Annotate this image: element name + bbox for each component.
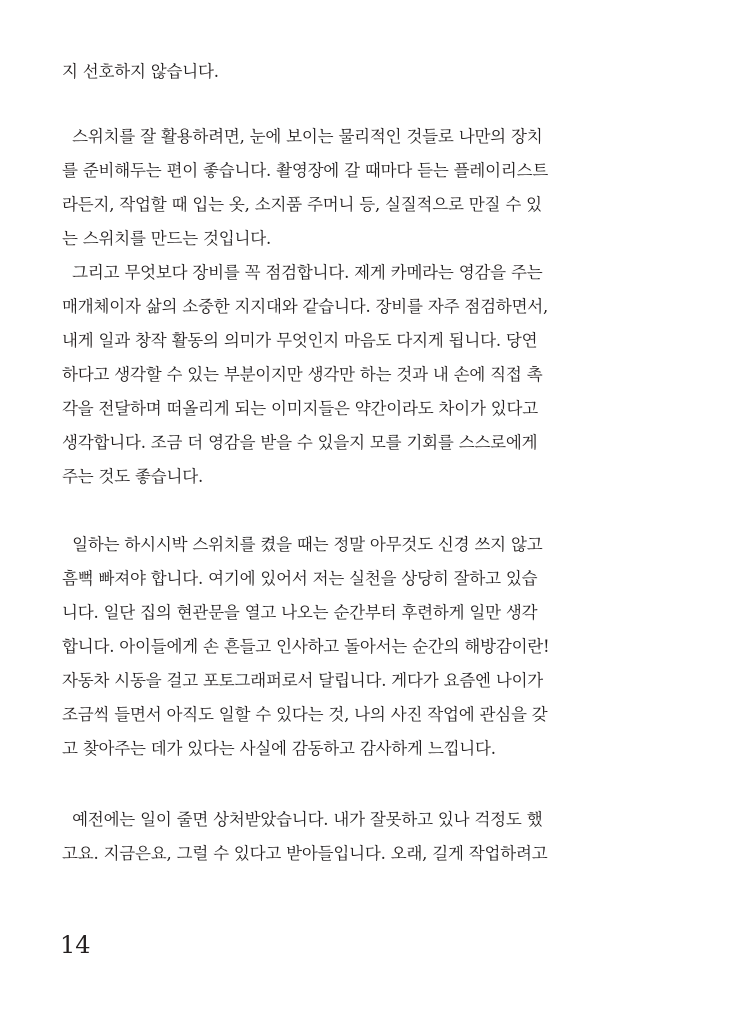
text-line: 조금씩 들면서 아직도 일할 수 있다는 것, 나의 사진 작업에 관심을 갖 <box>62 705 548 724</box>
text-line: 라든지, 작업할 때 입는 옷, 소지품 주머니 등, 실질적으로 만질 수 있 <box>62 195 542 214</box>
text-line: 자동차 시동을 걸고 포토그래퍼로서 달립니다. 게다가 요즘엔 나이가 <box>62 671 544 690</box>
text-line: 예전에는 일이 줄면 상처받았습니다. 내가 잘못하고 있나 걱정도 했 <box>62 810 543 829</box>
paragraph-4 <box>62 803 562 871</box>
text-line: 그리고 무엇보다 장비를 꼭 점검합니다. 제게 카메라는 영감을 주는 <box>62 263 543 282</box>
text-line: 고 찾아주는 데가 있다는 사실에 감동하고 감사하게 느낍니다. <box>62 739 496 758</box>
paragraph-3 <box>62 528 562 766</box>
text-line: 주는 것도 좋습니다. <box>62 467 204 486</box>
text-line: 일하는 하시시박 스위치를 켰을 때는 정말 아무것도 신경 쓰지 않고 <box>62 535 543 554</box>
text-line: 스위치를 잘 활용하려면, 눈에 보이는 물리적인 것들로 나만의 장치 <box>62 127 543 146</box>
text-line: 하다고 생각할 수 있는 부분이지만 생각만 하는 것과 내 손에 직접 촉 <box>62 365 543 384</box>
text-line: 각을 전달하며 떠올리게 되는 이미지들은 약간이라도 차이가 있다고 <box>62 399 539 418</box>
text-line: 는 스위치를 만드는 것입니다. <box>62 229 272 248</box>
text-line: 흠뻑 빠져야 합니다. 여기에 있어서 저는 실천을 상당히 잘하고 있습 <box>62 569 538 588</box>
paragraph-2 <box>62 120 562 494</box>
paragraph-1 <box>62 55 562 89</box>
text-line: 고요. 지금은요, 그럴 수 있다고 받아들입니다. 오래, 길게 작업하려고 <box>62 844 548 863</box>
page-number: 14 <box>60 931 91 959</box>
text-line: 생각합니다. 조금 더 영감을 받을 수 있을지 모를 기회를 스스로에게 <box>62 433 538 452</box>
text-line: 매개체이자 삶의 소중한 지지대와 같습니다. 장비를 자주 점검하면서, <box>62 297 549 316</box>
text-line: 합니다. 아이들에게 손 흔들고 인사하고 돌아서는 순간의 해방감이란! <box>62 637 550 656</box>
text-line: 내게 일과 창작 활동의 의미가 무엇인지 마음도 다지게 됩니다. 당연 <box>62 331 538 350</box>
text-line: 지 선호하지 않습니다. <box>62 62 219 81</box>
text-line: 니다. 일단 집의 현관문을 열고 나오는 순간부터 후련하게 일만 생각 <box>62 603 538 622</box>
text-line: 를 준비해두는 편이 좋습니다. 촬영장에 갈 때마다 듣는 플레이리스트 <box>62 161 549 180</box>
